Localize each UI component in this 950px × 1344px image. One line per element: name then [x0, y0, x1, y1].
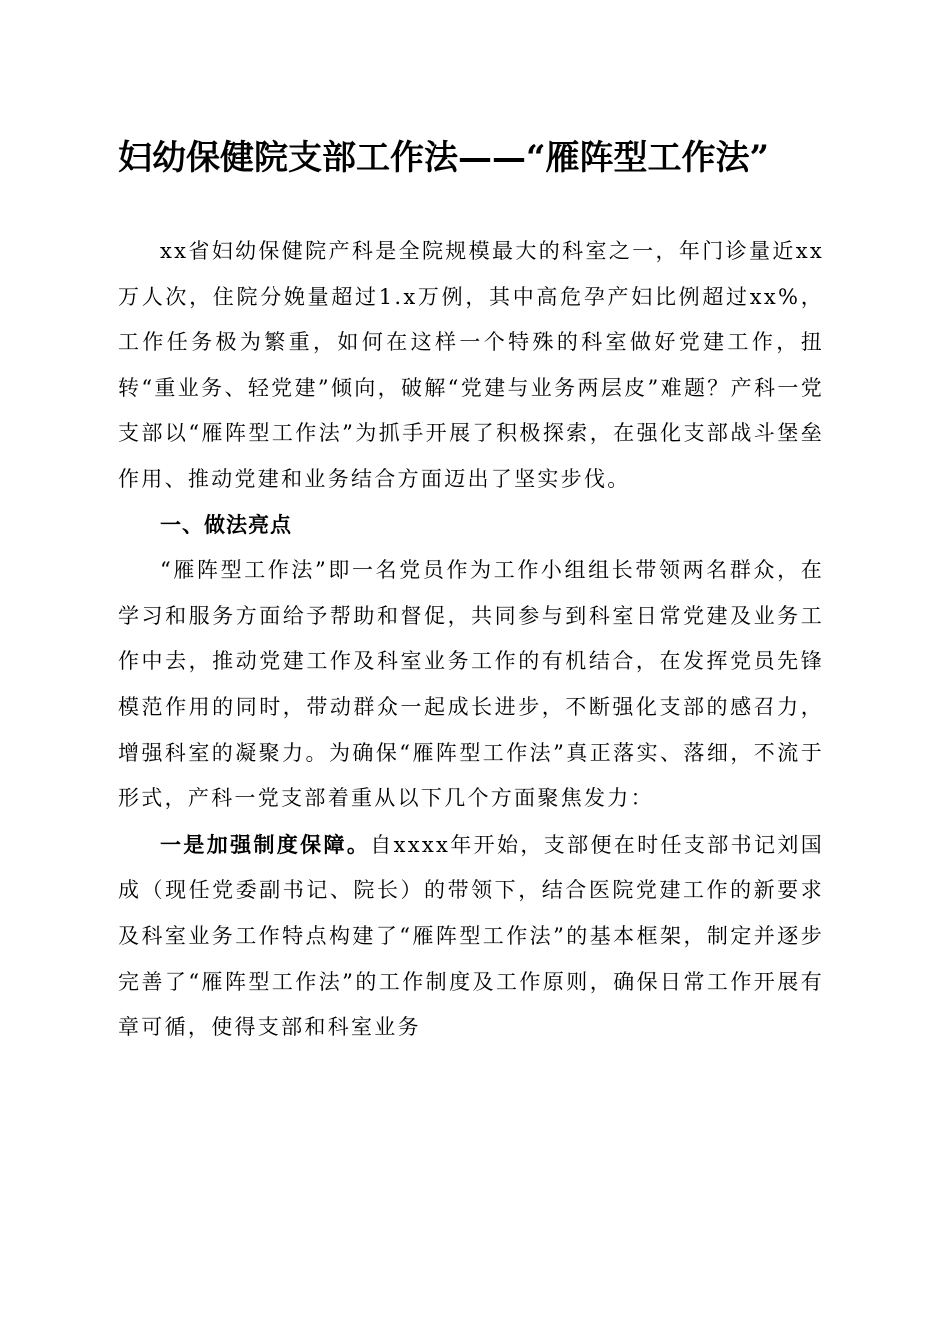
- point-one-body: 自xxxx年开始，支部便在时任支部书记刘国成（现任党委副书记、院长）的带领下，结合医院党建工作的新要求及科室业务工作特点构建了“雁阵型工作法”的基本框架，制定并逐步完善了“雁阵型工作法”的工作制度及工作原则，确保日常工作开展有章可循，使得支部和科室业务: [118, 832, 824, 1040]
- document-body: [118, 229, 824, 1051]
- point-one-paragraph: [118, 822, 824, 1051]
- intro-paragraph: xx省妇幼保健院产科是全院规模最大的科室之一，年门诊量近xx万人次，住院分娩量超过1.x万例，其中高危孕产妇比例超过xx%，工作任务极为繁重，如何在这样一个特殊的科室做好党建工作，扭转“重业务、轻党建”倾向，破解“党建与业务两层皮”难题？产科一党支部以“雁阵型工作法”为抓手开展了积极探索，在强化支部战斗堡垒作用、推动党建和业务结合方面迈出了坚实步伐。: [118, 239, 824, 491]
- document-title: 妇幼保健院支部工作法——“雁阵型工作法”: [118, 138, 770, 178]
- section-body-paragraph: “雁阵型工作法”即一名党员作为工作小组组长带领两名群众，在学习和服务方面给予帮助和督促，共同参与到科室日常党建及业务工作中去，推动党建工作及科室业务工作的有机结合，在发挥党员先锋模范作用的同时，带动群众一起成长进步，不断强化支部的感召力，增强科室的凝聚力。为确保“雁阵型工作法”真正落实、落细，不流于形式，产科一党支部着重从以下几个方面聚焦发力：: [118, 558, 824, 811]
- section-heading-highlights: 一、做法亮点: [160, 512, 292, 537]
- point-one-lead: 一是加强制度保障。: [160, 831, 371, 857]
